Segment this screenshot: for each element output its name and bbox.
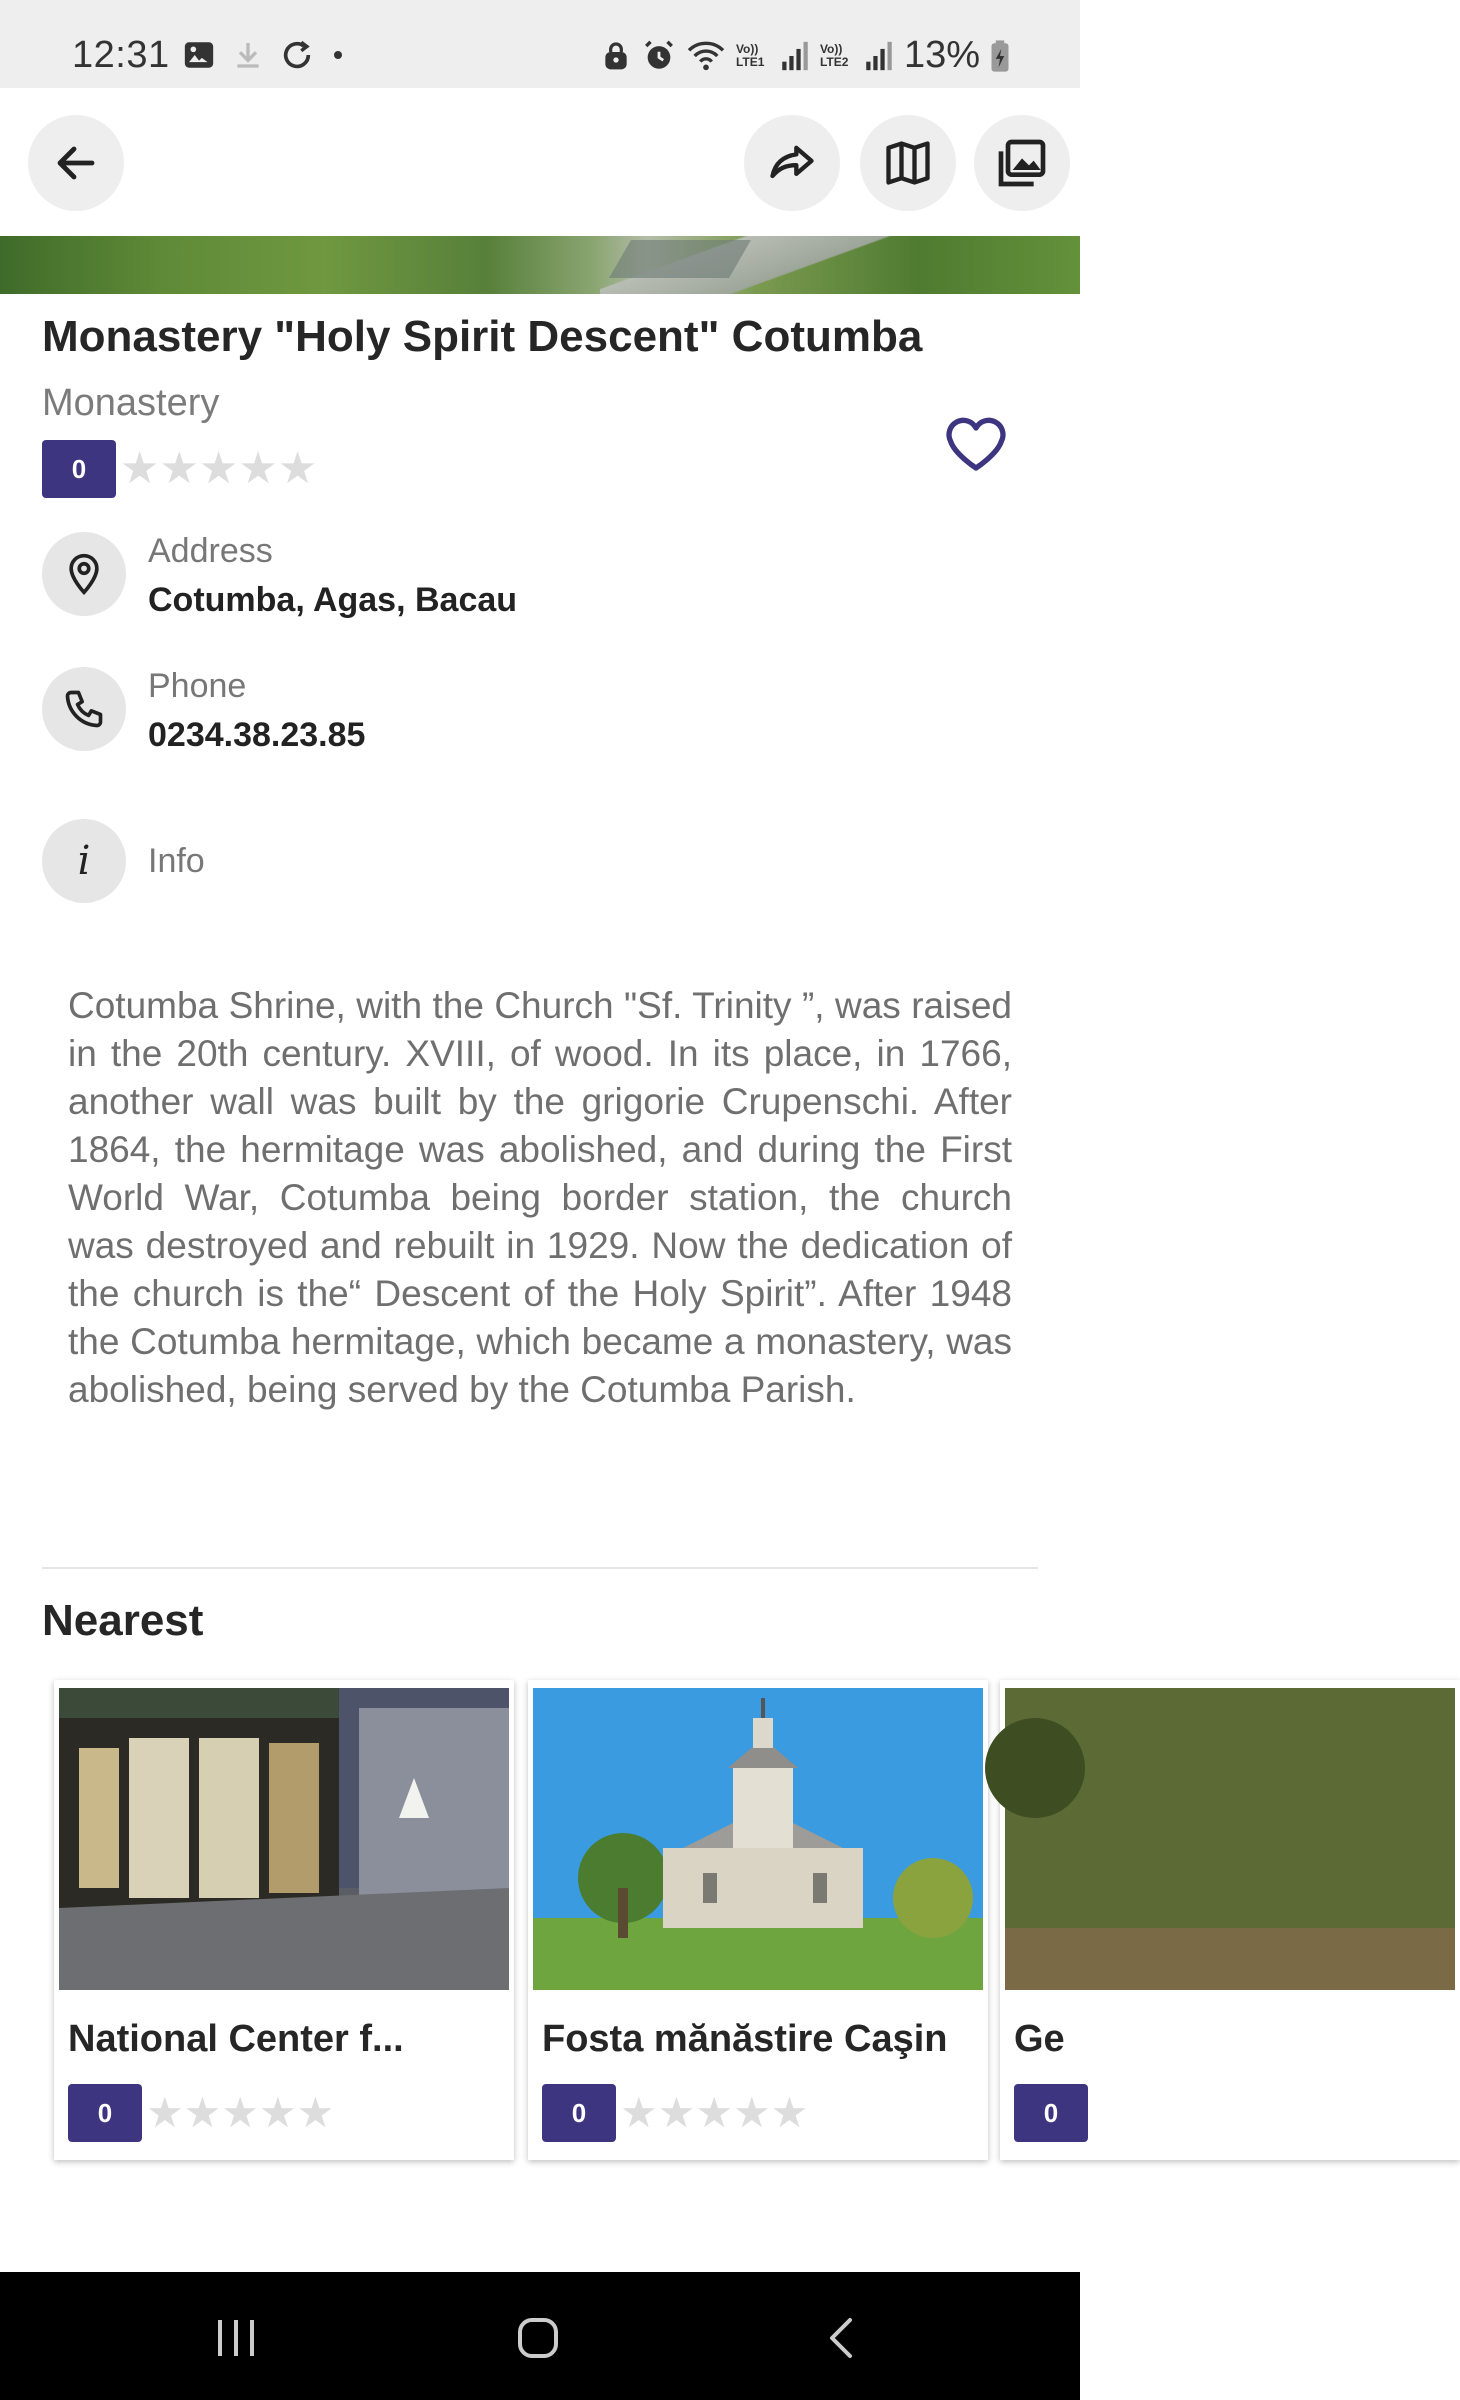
- nearest-card[interactable]: [1000, 1680, 1460, 2160]
- card-image: [1005, 1688, 1455, 1990]
- location-icon-circle: [42, 532, 126, 616]
- nearest-heading: Nearest: [42, 1596, 204, 1645]
- star-icon: ★: [159, 444, 199, 493]
- dot-icon: [330, 47, 346, 63]
- image-notification-icon: [182, 38, 216, 72]
- star-icon: ★: [277, 444, 318, 493]
- hero-image: [0, 236, 1080, 294]
- star-icon: ★: [732, 2089, 771, 2136]
- star-icon: ★: [258, 2089, 297, 2136]
- star-icon: ★: [620, 2089, 658, 2136]
- rating-badge: 0: [1014, 2084, 1088, 2142]
- lte2-label: Vo)) LTE2: [819, 41, 849, 69]
- gallery-icon: [994, 135, 1050, 191]
- star-icon: ★: [198, 444, 239, 493]
- heart-icon[interactable]: [944, 412, 1008, 476]
- phone-value: 0234.38.23.85: [148, 716, 366, 754]
- nearest-carousel[interactable]: [0, 1670, 1065, 2170]
- phone-label: Phone: [148, 667, 247, 705]
- status-right-icons: [600, 34, 1010, 77]
- star-icon: ★: [770, 2089, 809, 2136]
- card-title: National Center f...: [68, 2018, 404, 2060]
- address-row[interactable]: [42, 532, 517, 620]
- card-rating: [1014, 2084, 1088, 2142]
- signal-icon: [780, 39, 810, 73]
- share-icon: [766, 137, 818, 189]
- place-rating[interactable]: [42, 440, 317, 498]
- star-icon: ★: [657, 2089, 696, 2136]
- star-icon: ★: [221, 2089, 259, 2136]
- star-icon: ★: [146, 2089, 184, 2136]
- status-notification-icons: [182, 38, 346, 72]
- nearest-card[interactable]: [54, 1680, 514, 2160]
- address-value: Cotumba, Agas, Bacau: [148, 581, 518, 619]
- place-description: Cotumba Shrine, with the Church "Sf. Trinity ”, was raised in the 20th century. XVIII, of wood. In its place, in 1766, another wall was built by the grigorie Crupenschi. After 1864, the hermitage was abolished, and during the First World War, Cotumba being border station, the church was destroyed and rebuilt in 1929. Now the dedication of the church is the“ Descent of the Holy Spirit”. After 1948 the Cotumba hermitage, which became a monastery, was abolished, being served by the Cotumba Parish.: [68, 985, 1012, 1410]
- card-image: [59, 1688, 509, 1990]
- map-icon: [882, 137, 934, 189]
- battery-charging-icon: [990, 39, 1010, 73]
- place-title: Monastery "Holy Spirit Descent" Cotumba: [42, 312, 923, 361]
- lock-icon: [600, 39, 632, 73]
- system-navigation-bar: [0, 2272, 1080, 2400]
- card-rating: [542, 2084, 808, 2142]
- address-label: Address: [148, 532, 273, 570]
- card-image: [533, 1688, 983, 1990]
- star-icon: ★: [695, 2089, 733, 2136]
- download-icon: [232, 38, 264, 72]
- gallery-button[interactable]: [974, 115, 1070, 211]
- divider: [42, 1567, 1038, 1569]
- sync-icon: [280, 38, 314, 72]
- card-title: Fosta mănăstire Caşin: [542, 2018, 948, 2060]
- share-button[interactable]: [744, 115, 840, 211]
- info-icon: i: [77, 838, 91, 884]
- recent-apps-icon[interactable]: [212, 2316, 260, 2360]
- star-icon: ★: [183, 2089, 222, 2136]
- rating-stars: [120, 444, 318, 493]
- place-category: Monastery: [42, 382, 220, 424]
- info-label: Info: [148, 841, 205, 880]
- info-icon-circle: [42, 819, 126, 903]
- status-bar: [0, 0, 1080, 88]
- signal-icon: [864, 39, 894, 73]
- star-icon: ★: [120, 444, 160, 493]
- map-button[interactable]: [860, 115, 956, 211]
- card-rating: [68, 2084, 334, 2142]
- star-icon: ★: [238, 444, 278, 493]
- wifi-icon: [686, 39, 726, 73]
- info-row: [42, 819, 205, 903]
- rating-badge: 0: [42, 440, 116, 498]
- phone-row[interactable]: [42, 667, 365, 755]
- back-nav-icon[interactable]: [822, 2314, 862, 2362]
- phone-icon-circle: [42, 667, 126, 751]
- lte1-label: Vo)) LTE1: [735, 41, 765, 69]
- card-title: Ge: [1014, 2018, 1065, 2060]
- back-button[interactable]: [28, 115, 124, 211]
- top-app-bar: [0, 88, 1080, 236]
- rating-badge: 0: [68, 2084, 142, 2142]
- location-pin-icon: [62, 552, 106, 596]
- nearest-card[interactable]: [528, 1680, 988, 2160]
- home-icon[interactable]: [514, 2314, 562, 2362]
- star-icon: ★: [296, 2089, 335, 2136]
- rating-badge: 0: [542, 2084, 616, 2142]
- status-time: 12:31: [72, 34, 170, 76]
- back-arrow-icon: [52, 139, 100, 187]
- phone-icon: [62, 687, 106, 731]
- alarm-icon: [642, 39, 676, 73]
- battery-percent: 13%: [903, 34, 980, 76]
